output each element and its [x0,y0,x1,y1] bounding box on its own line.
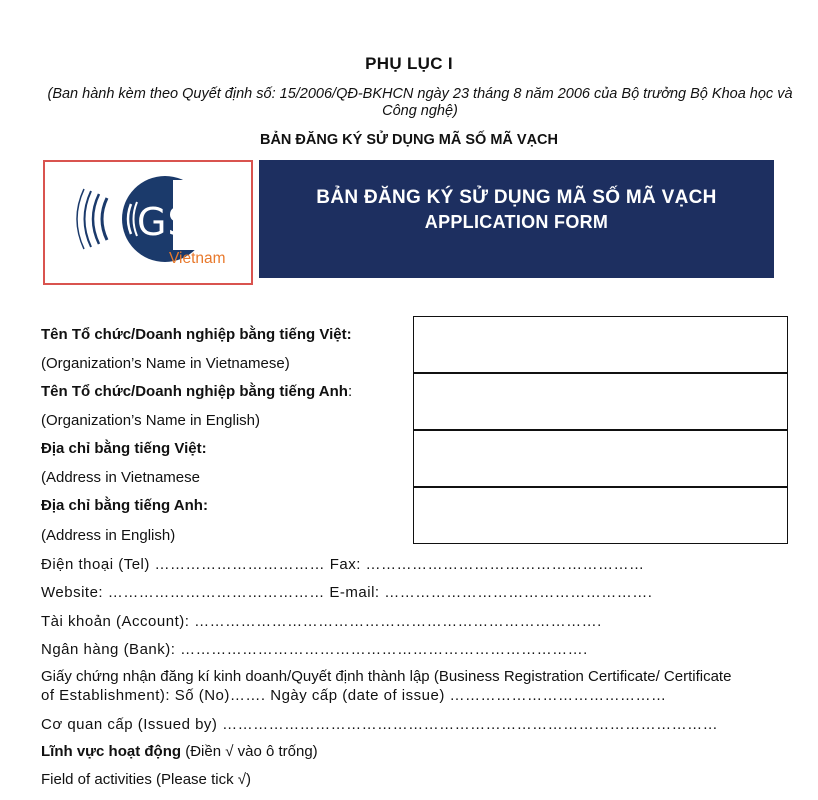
field-of-activity-hint: (Điền √ vào ô trống) [181,743,318,760]
application-banner [259,160,774,278]
address-vn-sublabel: (Address in Vietnamese [41,469,200,486]
website-email-line[interactable]: Website: …………………………………… E-mail: ……………………………………………. [41,584,653,601]
account-line[interactable]: Tài khoản (Account): ……………………………………………………………………. [41,613,602,630]
certificate-line-2[interactable]: of Establishment): Số (No)……. Ngày cấp (date of issue) …………………………………… [41,687,667,704]
gs1-logo [43,160,253,285]
banner-title-vn: BẢN ĐĂNG KÝ SỬ DỤNG MÃ SỐ MÃ VẠCH [316,187,717,208]
address-en-input[interactable] [413,487,788,544]
address-vn-label: Địa chỉ bằng tiếng Việt: [41,440,207,457]
org-name-en-input[interactable] [413,373,788,430]
certificate-line-1: Giấy chứng nhận đăng kí kinh doanh/Quyết định thành lập (Business Registration Certificate/ Certificate [41,668,732,685]
address-vn-input[interactable] [413,430,788,487]
address-en-label: Địa chỉ bằng tiếng Anh: [41,497,208,514]
bank-line[interactable]: Ngân hàng (Bank): ……………………………………………………………………. [41,641,588,658]
tel-fax-line[interactable]: Điện thoại (Tel) …………………………… Fax: ……………………………………………… [41,556,645,573]
issued-by-line[interactable]: Cơ quan cấp (Issued by) …………………………………………………………………………………… [41,716,719,733]
banner-title-en: APPLICATION FORM [424,212,609,232]
org-name-vn-label: Tên Tổ chức/Doanh nghiệp bằng tiếng Việt: [41,326,352,343]
org-name-en-label: Tên Tổ chức/Doanh nghiệp bằng tiếng Anh [41,383,348,400]
page-title: PHỤ LỤC I [365,54,453,73]
address-en-sublabel: (Address in English) [41,527,176,544]
field-of-activity-row [41,743,318,760]
form-heading: BẢN ĐĂNG KÝ SỬ DỤNG MÃ SỐ MÃ VẠCH [259,132,558,148]
decision-reference: (Ban hành kèm theo Quyết định số: 15/2006/QĐ-BKHCN ngày 23 tháng 8 năm 2006 của Bộ trưởng Bộ Khoa học và Công nghệ) [47,86,793,119]
field-of-activity-en: Field of activities (Please tick √) [41,771,251,788]
org-name-en-label-row [41,383,352,400]
org-name-vn-input[interactable] [413,316,788,373]
gs1-logo-country: Vietnam [169,250,226,267]
org-name-en-sublabel: (Organization’s Name in English) [41,412,260,429]
org-name-vn-sublabel: (Organization’s Name in Vietnamese) [41,355,290,372]
org-name-en-colon: : [347,383,353,400]
field-of-activity-label: Lĩnh vực hoạt động [41,743,182,760]
gs1-logo-mark: GS1 [137,200,218,244]
